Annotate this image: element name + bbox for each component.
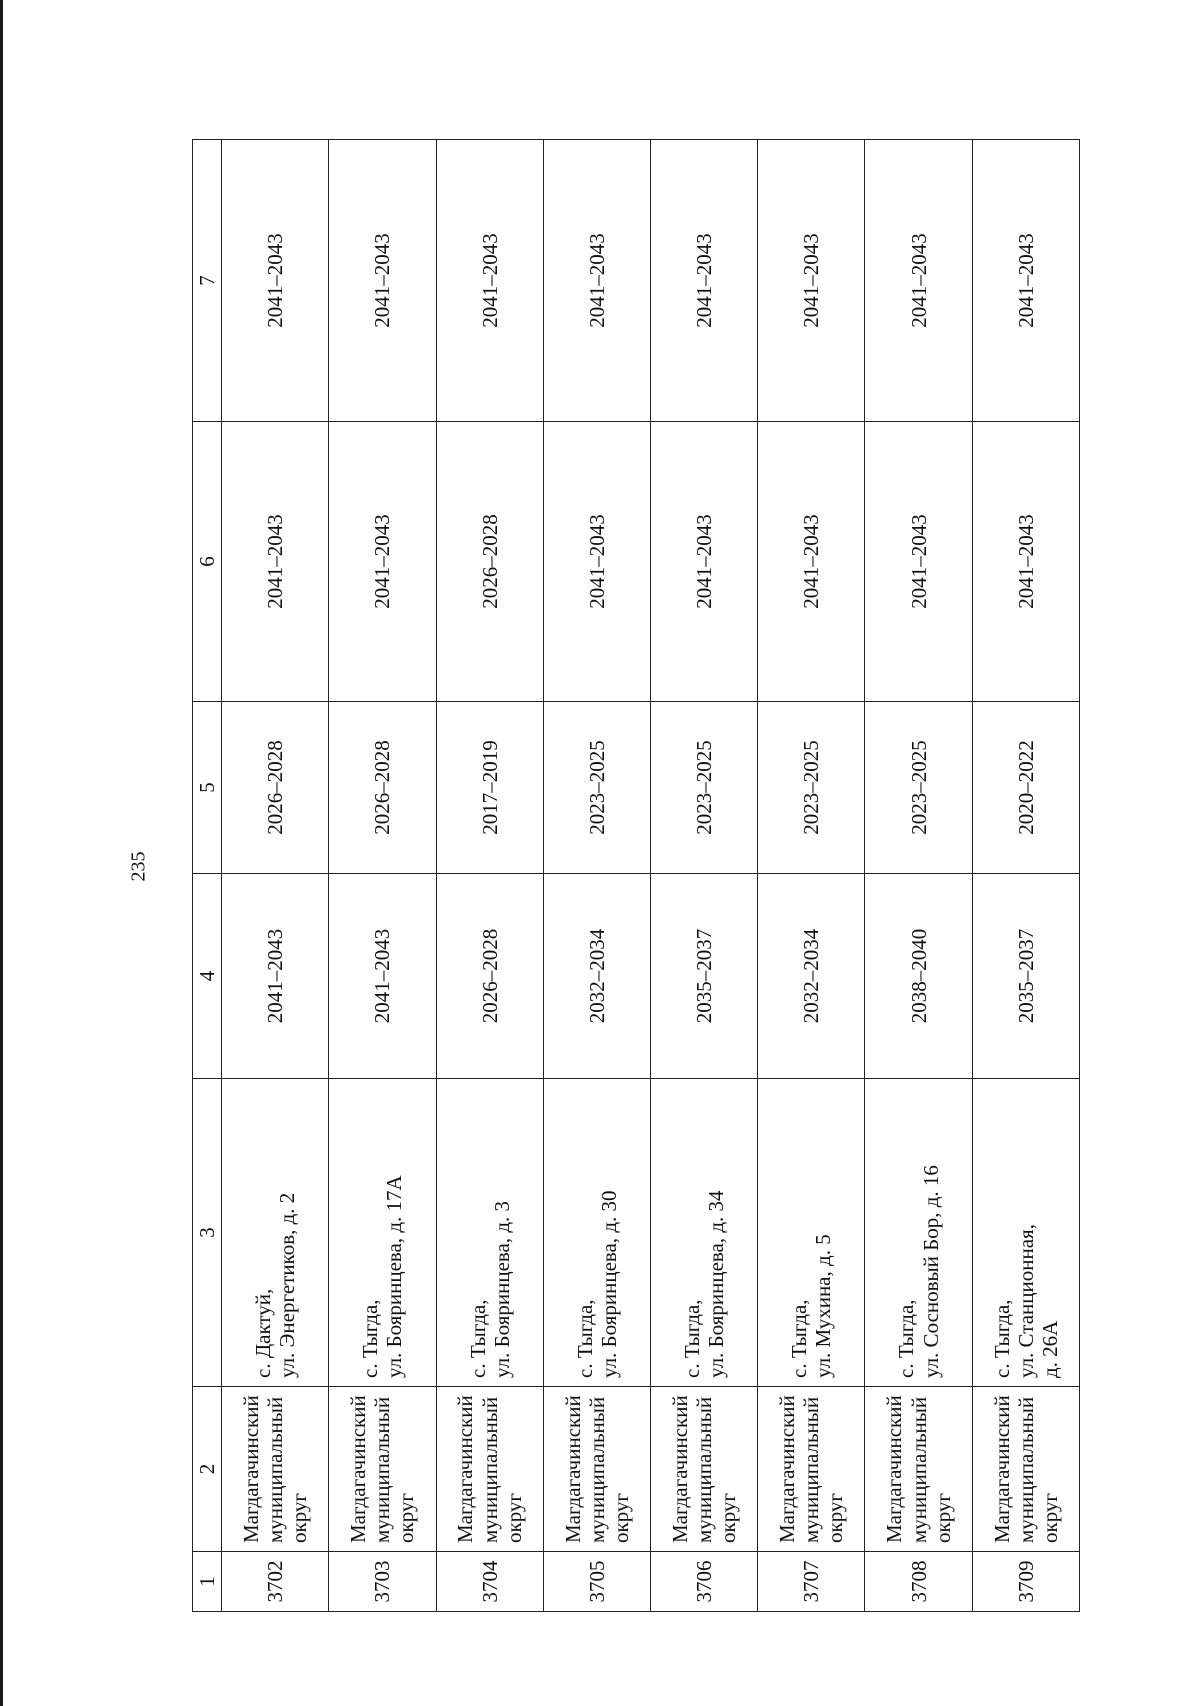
district-line: муниципальный	[692, 1396, 717, 1543]
cell-district	[972, 1387, 1079, 1552]
cell-period-col6: 2026–2028	[436, 422, 543, 702]
cell-address	[865, 1079, 972, 1387]
column-number-7: 7	[193, 140, 222, 422]
district-line: Магдагачинский	[775, 1395, 800, 1543]
address-line: с. Тыгда,	[679, 1299, 704, 1378]
address-line: с. Тыгда,	[572, 1299, 597, 1378]
table-row	[651, 140, 758, 1612]
cell-period-col7: 2041–2043	[651, 140, 758, 422]
cell-address	[651, 1079, 758, 1387]
column-number-5: 5	[193, 702, 222, 874]
address-line: с. Тыгда,	[465, 1299, 490, 1378]
address-line: д. 26А	[1037, 1320, 1062, 1378]
district-line: Магдагачинский	[560, 1395, 585, 1543]
column-number-row	[193, 140, 222, 1612]
address-line: ул. Бояринцева, д. 17А	[382, 1175, 407, 1378]
table-row	[436, 140, 543, 1612]
cell-period-col5: 2020–2022	[972, 702, 1079, 874]
cell-period-col4: 2041–2043	[329, 874, 436, 1079]
district-line: округ	[501, 1492, 526, 1543]
cell-period-col6: 2041–2043	[543, 422, 650, 702]
cell-period-col6: 2041–2043	[329, 422, 436, 702]
address-line: ул. Бояринцева, д. 30	[596, 1190, 621, 1378]
district-line: Магдагачинский	[989, 1395, 1014, 1543]
cell-id: 3705	[543, 1552, 650, 1612]
cell-period-col7: 2041–2043	[329, 140, 436, 422]
district-line: муниципальный	[799, 1396, 824, 1543]
cell-period-col5: 2026–2028	[329, 702, 436, 874]
table-row	[329, 140, 436, 1612]
cell-address	[436, 1079, 543, 1387]
cell-period-col4: 2032–2034	[543, 874, 650, 1079]
cell-period-col7: 2041–2043	[543, 140, 650, 422]
cell-district	[865, 1387, 972, 1552]
address-line: ул. Бояринцева, д. 34	[704, 1190, 729, 1378]
cell-period-col7: 2041–2043	[865, 140, 972, 422]
district-line: Магдагачинский	[667, 1395, 692, 1543]
table-body	[193, 140, 1080, 1612]
address-line: с. Тыгда,	[989, 1299, 1014, 1378]
district-line: муниципальный	[370, 1396, 395, 1543]
cell-period-col4: 2041–2043	[222, 874, 329, 1079]
cell-id: 3707	[758, 1552, 865, 1612]
cell-district	[222, 1387, 329, 1552]
table-row	[543, 140, 650, 1612]
cell-district	[543, 1387, 650, 1552]
cell-period-col5: 2023–2025	[758, 702, 865, 874]
address-line: с. Дактуй,	[251, 1288, 276, 1378]
cell-address	[329, 1079, 436, 1387]
address-line: ул. Энергетиков, д. 2	[275, 1192, 300, 1378]
cell-id: 3708	[865, 1552, 972, 1612]
cell-address	[758, 1079, 865, 1387]
cell-address	[972, 1079, 1079, 1387]
district-line: округ	[287, 1492, 312, 1543]
cell-period-col4: 2032–2034	[758, 874, 865, 1079]
cell-district	[436, 1387, 543, 1552]
district-line: округ	[608, 1492, 633, 1543]
address-line: с. Тыгда,	[358, 1299, 383, 1378]
cell-address	[222, 1079, 329, 1387]
district-line: муниципальный	[477, 1396, 502, 1543]
column-number-6: 6	[193, 422, 222, 702]
cell-id: 3702	[222, 1552, 329, 1612]
cell-period-col4: 2026–2028	[436, 874, 543, 1079]
cell-period-col6: 2041–2043	[865, 422, 972, 702]
district-line: округ	[716, 1492, 741, 1543]
cell-period-col6: 2041–2043	[758, 422, 865, 702]
cell-period-col6: 2041–2043	[972, 422, 1079, 702]
district-line: муниципальный	[1013, 1396, 1038, 1543]
cell-period-col6: 2041–2043	[222, 422, 329, 702]
cell-period-col5: 2023–2025	[543, 702, 650, 874]
cell-period-col7: 2041–2043	[222, 140, 329, 422]
registry-table	[192, 139, 1080, 1612]
district-line: муниципальный	[263, 1396, 288, 1543]
address-line: ул. Мухина, д. 5	[811, 1234, 836, 1378]
address-line: с. Тыгда,	[894, 1299, 919, 1378]
scan-left-edge	[0, 0, 3, 1706]
cell-period-col5: 2023–2025	[865, 702, 972, 874]
table-row	[222, 140, 329, 1612]
rotated-table-container	[192, 140, 1080, 1612]
address-line: с. Тыгда,	[787, 1299, 812, 1378]
cell-period-col6: 2041–2043	[651, 422, 758, 702]
cell-period-col7: 2041–2043	[972, 140, 1079, 422]
cell-id: 3704	[436, 1552, 543, 1612]
cell-district	[651, 1387, 758, 1552]
column-number-2: 2	[193, 1387, 222, 1552]
cell-period-col7: 2041–2043	[436, 140, 543, 422]
cell-district	[758, 1387, 865, 1552]
district-line: Магдагачинский	[238, 1395, 263, 1543]
cell-district	[329, 1387, 436, 1552]
cell-address	[543, 1079, 650, 1387]
district-line: Магдагачинский	[882, 1395, 907, 1543]
cell-period-col5: 2023–2025	[651, 702, 758, 874]
district-line: округ	[823, 1492, 848, 1543]
district-line: округ	[394, 1492, 419, 1543]
district-line: округ	[1037, 1492, 1062, 1543]
address-line: ул. Сосновый Бор, д. 16	[918, 1165, 943, 1378]
cell-period-col5: 2017–2019	[436, 702, 543, 874]
district-line: муниципальный	[906, 1396, 931, 1543]
cell-id: 3703	[329, 1552, 436, 1612]
column-number-1: 1	[193, 1552, 222, 1612]
address-line: ул. Бояринцева, д. 3	[489, 1200, 514, 1378]
cell-period-col7: 2041–2043	[758, 140, 865, 422]
cell-period-col5: 2026–2028	[222, 702, 329, 874]
cell-period-col4: 2035–2037	[651, 874, 758, 1079]
cell-id: 3706	[651, 1552, 758, 1612]
table-row	[758, 140, 865, 1612]
district-line: Магдагачинский	[346, 1395, 371, 1543]
district-line: муниципальный	[584, 1396, 609, 1543]
column-number-4: 4	[193, 874, 222, 1079]
address-line: ул. Станционная,	[1013, 1224, 1038, 1378]
district-line: Магдагачинский	[453, 1395, 478, 1543]
cell-period-col4: 2038–2040	[865, 874, 972, 1079]
district-line: округ	[930, 1492, 955, 1543]
page-number: 235	[127, 851, 150, 882]
table-row	[972, 140, 1079, 1612]
cell-id: 3709	[972, 1552, 1079, 1612]
column-number-3: 3	[193, 1079, 222, 1387]
cell-period-col4: 2035–2037	[972, 874, 1079, 1079]
table-row	[865, 140, 972, 1612]
